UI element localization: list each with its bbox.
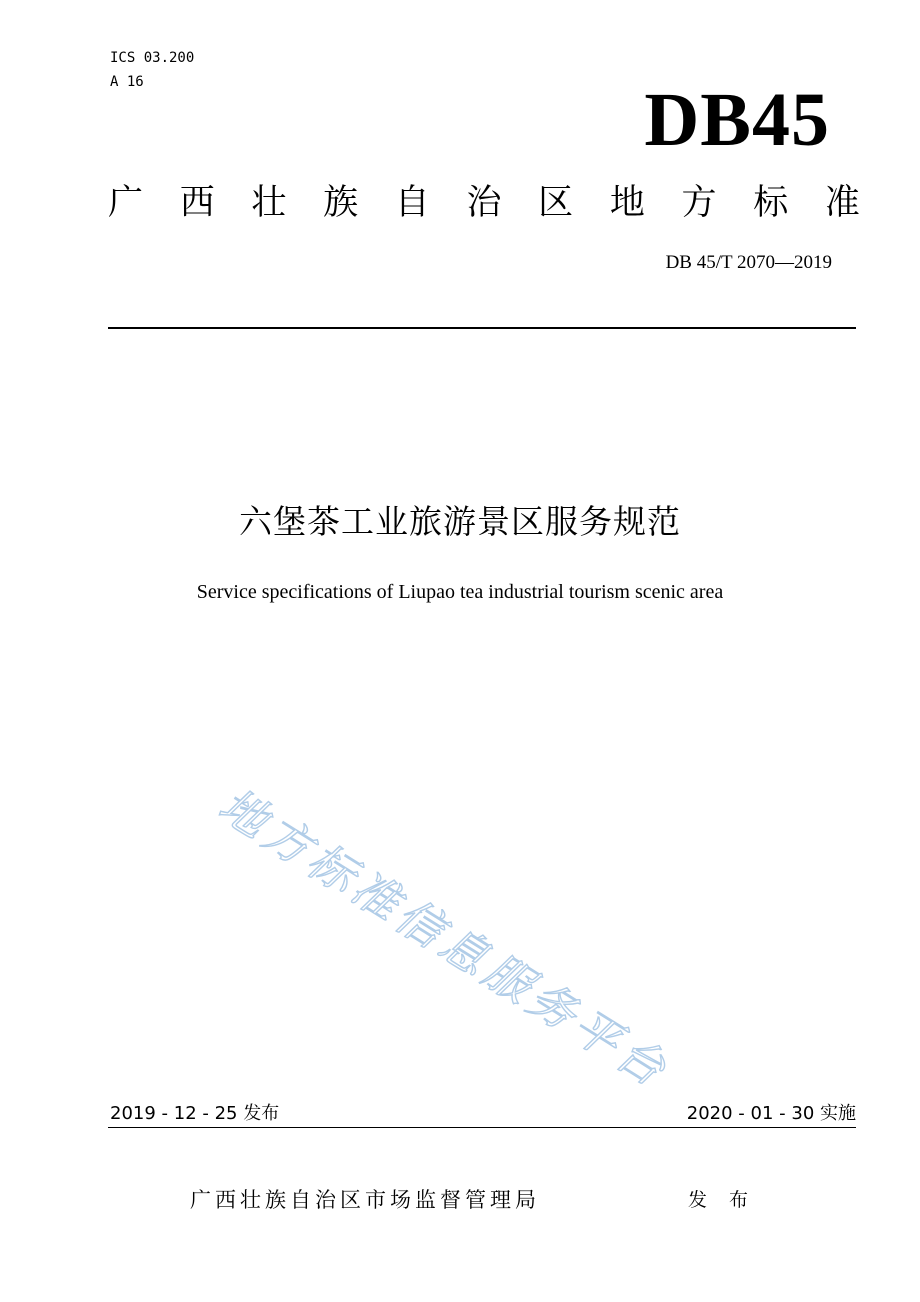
standard-type-char: 方 [681, 183, 717, 223]
watermark: 地方标准信息服务平台 [209, 777, 680, 1099]
top-divider [108, 327, 856, 329]
publisher-name: 广西壮族自治区市场监督管理局 [190, 1188, 540, 1212]
standard-type-char: 标 [753, 183, 789, 223]
standard-type-title [108, 178, 860, 228]
date-row [108, 1100, 856, 1128]
standard-type-char: 壮 [251, 183, 287, 223]
implementation-date: 2020 - 01 - 30 实施 [686, 1103, 856, 1124]
issue-date: 2019 - 12 - 25 发布 [110, 1103, 280, 1124]
standard-type-char: 治 [466, 183, 502, 223]
standard-number: DB 45/T 2070—2019 [665, 252, 832, 273]
bottom-divider [108, 1127, 856, 1128]
standard-type-char: 广 [108, 183, 144, 223]
classification-codes [110, 46, 194, 94]
standard-type-char: 自 [394, 183, 430, 223]
ics-code: ICS 03.200 [110, 50, 195, 66]
standard-type-char: 准 [824, 183, 860, 223]
document-title-english: Service specifications of Liupao tea industrial tourism scenic area [196, 581, 724, 603]
standard-type-char: 地 [609, 183, 645, 223]
document-title-chinese: 六堡茶工业旅游景区服务规范 [239, 502, 681, 541]
publish-label: 发 布 [688, 1189, 757, 1211]
standard-type-char: 族 [323, 183, 359, 223]
standard-logo: DB45 [644, 78, 830, 162]
standard-type-char: 西 [179, 183, 215, 223]
standard-type-char: 区 [538, 183, 574, 223]
ccs-code: A 16 [110, 74, 144, 90]
